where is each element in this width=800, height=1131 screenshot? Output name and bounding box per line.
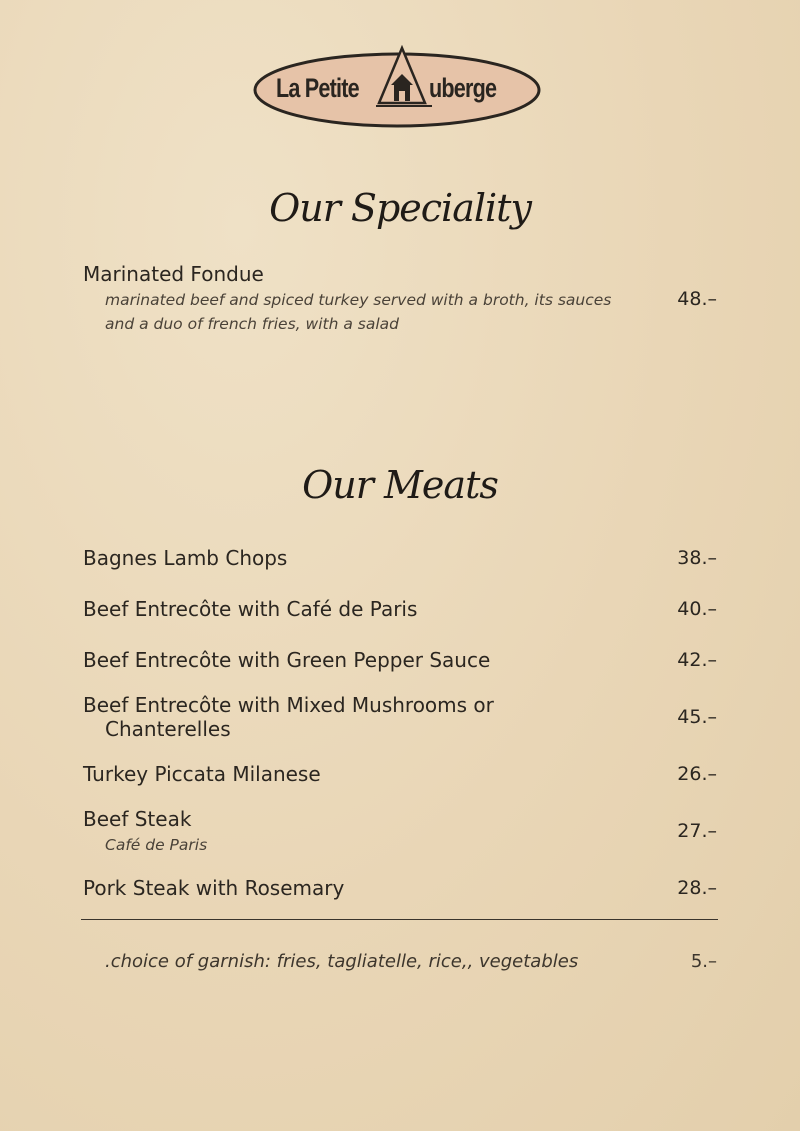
item-name: Beef Entrecôte with Green Pepper Sauce xyxy=(83,648,491,672)
item-name: Beef Steak xyxy=(83,807,192,831)
item-name: Bagnes Lamb Chops xyxy=(83,546,288,570)
item-description: Café de Paris xyxy=(105,836,208,854)
item-price: 40.– xyxy=(677,598,717,620)
item-name: Pork Steak with Rosemary xyxy=(83,876,345,900)
item-price: 45.– xyxy=(677,706,717,728)
item-name: Marinated Fondue xyxy=(83,262,264,286)
item-price: 27.– xyxy=(677,820,717,842)
logo-text-left: La Petite xyxy=(276,73,359,103)
item-name-continued: Chanterelles xyxy=(105,717,231,741)
divider xyxy=(81,919,718,920)
item-name: Beef Entrecôte with Café de Paris xyxy=(83,597,418,621)
item-name: Beef Entrecôte with Mixed Mushrooms or xyxy=(83,693,494,717)
garnish-note: .choice of garnish: fries, tagliatelle, rice,, vegetables xyxy=(105,951,579,972)
item-price: 38.– xyxy=(677,547,717,569)
garnish-price: 5.– xyxy=(690,951,717,972)
specialty-heading: Our Speciality xyxy=(269,186,531,230)
item-price: 48.– xyxy=(677,288,717,310)
item-price: 26.– xyxy=(677,763,717,785)
item-description: marinated beef and spiced turkey served with a broth, its sauces xyxy=(105,291,612,309)
meats-heading: Our Meats xyxy=(302,463,498,507)
restaurant-logo xyxy=(252,45,542,130)
item-name: Turkey Piccata Milanese xyxy=(83,762,321,786)
logo-text-right: uberge xyxy=(429,73,497,103)
item-price: 28.– xyxy=(677,877,717,899)
item-price: 42.– xyxy=(677,649,717,671)
item-description: and a duo of french fries, with a salad xyxy=(105,315,399,333)
